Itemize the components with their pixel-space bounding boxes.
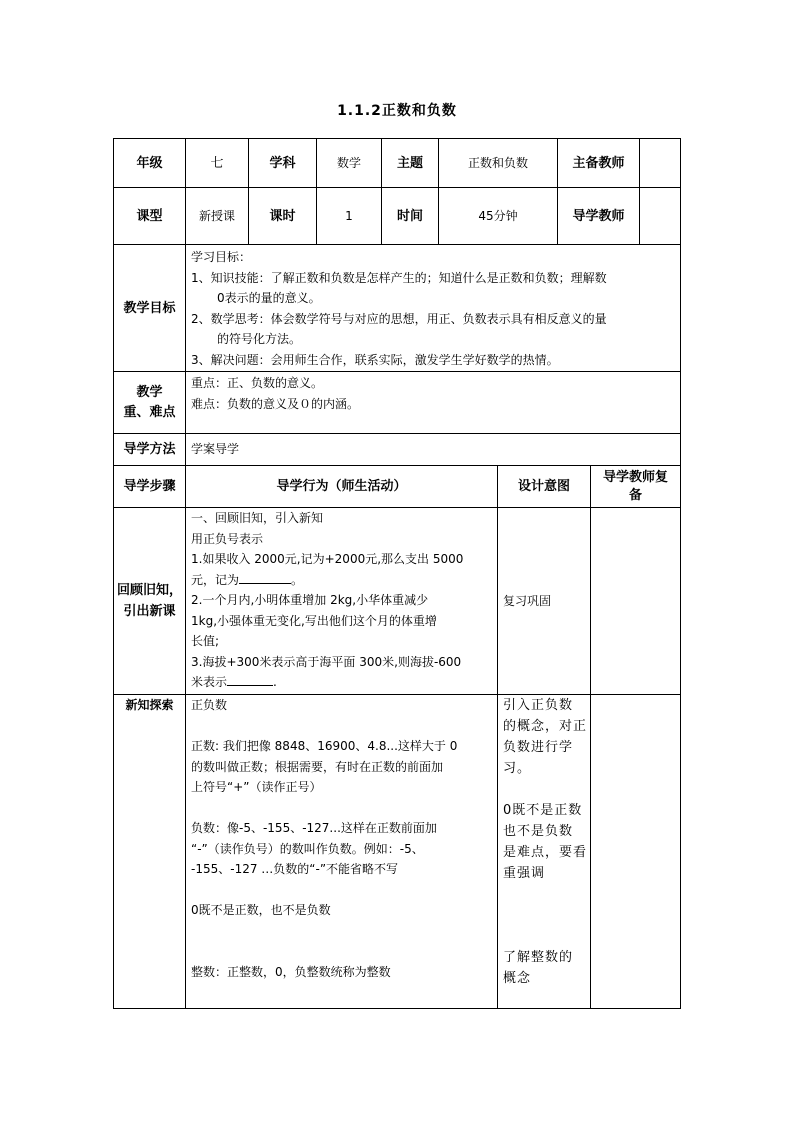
table-border bbox=[113, 1008, 681, 1009]
review-header bbox=[591, 466, 680, 507]
activity-text: 米表示 bbox=[191, 675, 228, 689]
review-intent: 复习巩固 bbox=[503, 593, 552, 608]
review-step-line: 回顾旧知， bbox=[116, 583, 182, 598]
spacer bbox=[503, 926, 589, 947]
spacer bbox=[191, 716, 495, 737]
intent-line: 重强调 bbox=[503, 866, 546, 881]
topic-value: 正数和负数 bbox=[467, 155, 528, 170]
review-header-line: 备 bbox=[628, 487, 642, 503]
activity-line: 正负数 bbox=[191, 698, 228, 712]
activity-line: 上符号“+”（读作正号） bbox=[191, 780, 322, 794]
objective-item: 3、解决问题：会用师生合作，联系实际，激发学生学好数学的热情。 bbox=[191, 352, 559, 367]
review-step-label bbox=[114, 508, 185, 694]
guide-teacher-label: 导学教师 bbox=[572, 208, 625, 224]
intent-line: 引入正负数 bbox=[503, 698, 574, 713]
objectives-content bbox=[191, 247, 679, 370]
guide-teacher-value bbox=[640, 188, 680, 244]
keypoints-label bbox=[114, 372, 185, 433]
activity-text: 。 bbox=[291, 572, 304, 587]
activity-line: 整数：正整数，0，负整数统称为整数 bbox=[191, 964, 391, 979]
difficult-point: 难点：负数的意义及０的内涵。 bbox=[191, 396, 360, 411]
activity-line: 1kg,小强体重无变化,写出他们这个月的体重增 bbox=[191, 613, 437, 628]
intent-line: 的概念，对正 bbox=[503, 719, 588, 734]
keypoints-label-line: 教学 bbox=[136, 384, 163, 400]
objective-item: 的符号化方法。 bbox=[217, 332, 302, 346]
review-header-line: 导学教师复 bbox=[602, 469, 668, 485]
activity-line: 3.海拔+300米表示高于海平面 300米,则海拔-600 bbox=[191, 654, 462, 669]
objective-item: 2、数学思考：体会数学符号与对应的思想，用正、负数表示具有相反意义的量 bbox=[191, 311, 607, 326]
activity-header: 导学行为（师生活动） bbox=[276, 479, 407, 494]
spacer bbox=[191, 880, 495, 901]
topic-label: 主题 bbox=[396, 155, 423, 171]
time-label: 时间 bbox=[396, 208, 423, 224]
method-value: 学案导学 bbox=[191, 442, 240, 456]
activity-text: . bbox=[273, 675, 277, 689]
intent-header: 设计意图 bbox=[517, 479, 570, 494]
intent-line: 了解整数的 bbox=[503, 950, 574, 965]
intent-line: 也不是负数 bbox=[503, 824, 574, 839]
table-border bbox=[113, 244, 681, 245]
spacer bbox=[503, 884, 589, 905]
spacer bbox=[503, 905, 589, 926]
new-knowledge-activity bbox=[191, 695, 495, 982]
key-point: 重点：正、负数的意义。 bbox=[191, 376, 324, 390]
table-border bbox=[113, 371, 681, 372]
document-title: 1.1.2正数和负数 bbox=[337, 103, 457, 119]
table-border bbox=[497, 465, 498, 1009]
activity-line: -155、-127 …负数的“-”不能省略不写 bbox=[191, 862, 399, 876]
keypoints-label-line: 重、难点 bbox=[123, 404, 176, 420]
keypoints-content bbox=[191, 373, 679, 414]
activity-line: 长值; bbox=[191, 634, 220, 648]
review-activity bbox=[191, 508, 495, 693]
activity-line: 用正负号表示 bbox=[191, 531, 264, 546]
table-border bbox=[680, 138, 681, 1009]
spacer bbox=[191, 921, 495, 942]
activity-line: 的数叫做正数；根据需要，有时在正数的前面加 bbox=[191, 759, 444, 774]
period-label: 课时 bbox=[269, 208, 296, 224]
objectives-heading: 学习目标： bbox=[191, 250, 252, 264]
lead-teacher-value bbox=[640, 139, 680, 187]
review-step-line: 引出新课 bbox=[123, 604, 176, 619]
answer-blank[interactable] bbox=[239, 571, 291, 584]
answer-blank[interactable] bbox=[227, 673, 273, 686]
intent-line: 习。 bbox=[503, 761, 532, 776]
activity-line: 2.一个月内,小明体重增加 2kg,小华体重减少 bbox=[191, 593, 429, 607]
spacer bbox=[191, 941, 495, 962]
objective-item: 1、知识技能：了解正数和负数是怎样产生的；知道什么是正数和负数；理解数 bbox=[191, 270, 607, 285]
objectives-label: 教学目标 bbox=[123, 300, 176, 316]
table-border bbox=[185, 138, 186, 1009]
subject-label: 学科 bbox=[269, 155, 296, 171]
activity-line bbox=[191, 570, 495, 591]
lesson-type-label: 课型 bbox=[136, 208, 163, 224]
lead-teacher-label: 主备教师 bbox=[572, 155, 625, 171]
activity-line: “-”（读作负号）的数叫作负数。例如：-5、 bbox=[191, 841, 424, 856]
intent-line: 是难点，要看 bbox=[503, 845, 588, 860]
activity-line: 1.如果收入 2000元,记为+2000元,那么支出 5000 bbox=[191, 552, 464, 566]
new-knowledge-label: 新知探索 bbox=[125, 698, 174, 712]
grade-label: 年级 bbox=[136, 155, 163, 171]
activity-text: 元，记为 bbox=[191, 572, 240, 587]
activity-line: 正数: 我们把像 8848、16900、4.8...这样大于 0 bbox=[191, 739, 458, 753]
spacer bbox=[191, 798, 495, 819]
grade-value: 七 bbox=[210, 155, 224, 171]
time-value: 45分钟 bbox=[478, 208, 518, 223]
subject-value: 数学 bbox=[336, 155, 361, 170]
intent-line: 概念 bbox=[503, 971, 532, 986]
method-label: 导学方法 bbox=[123, 442, 176, 457]
lesson-type-value: 新授课 bbox=[198, 208, 235, 223]
activity-line: 负数：像-5、-155、-127...这样在正数前面加 bbox=[191, 821, 437, 835]
steps-header: 导学步骤 bbox=[123, 479, 176, 494]
activity-line: 一、回顾旧知，引入新知 bbox=[191, 511, 324, 525]
spacer bbox=[503, 779, 589, 800]
new-knowledge-intent bbox=[503, 695, 589, 989]
period-value: 1 bbox=[345, 208, 353, 223]
activity-line bbox=[191, 672, 495, 693]
activity-line: 0既不是正数，也不是负数 bbox=[191, 903, 331, 917]
intent-line: 0既不是正数 bbox=[503, 803, 583, 818]
table-border bbox=[590, 465, 591, 1009]
objective-item: 0表示的量的意义。 bbox=[217, 291, 321, 305]
intent-line: 负数进行学 bbox=[503, 740, 574, 755]
